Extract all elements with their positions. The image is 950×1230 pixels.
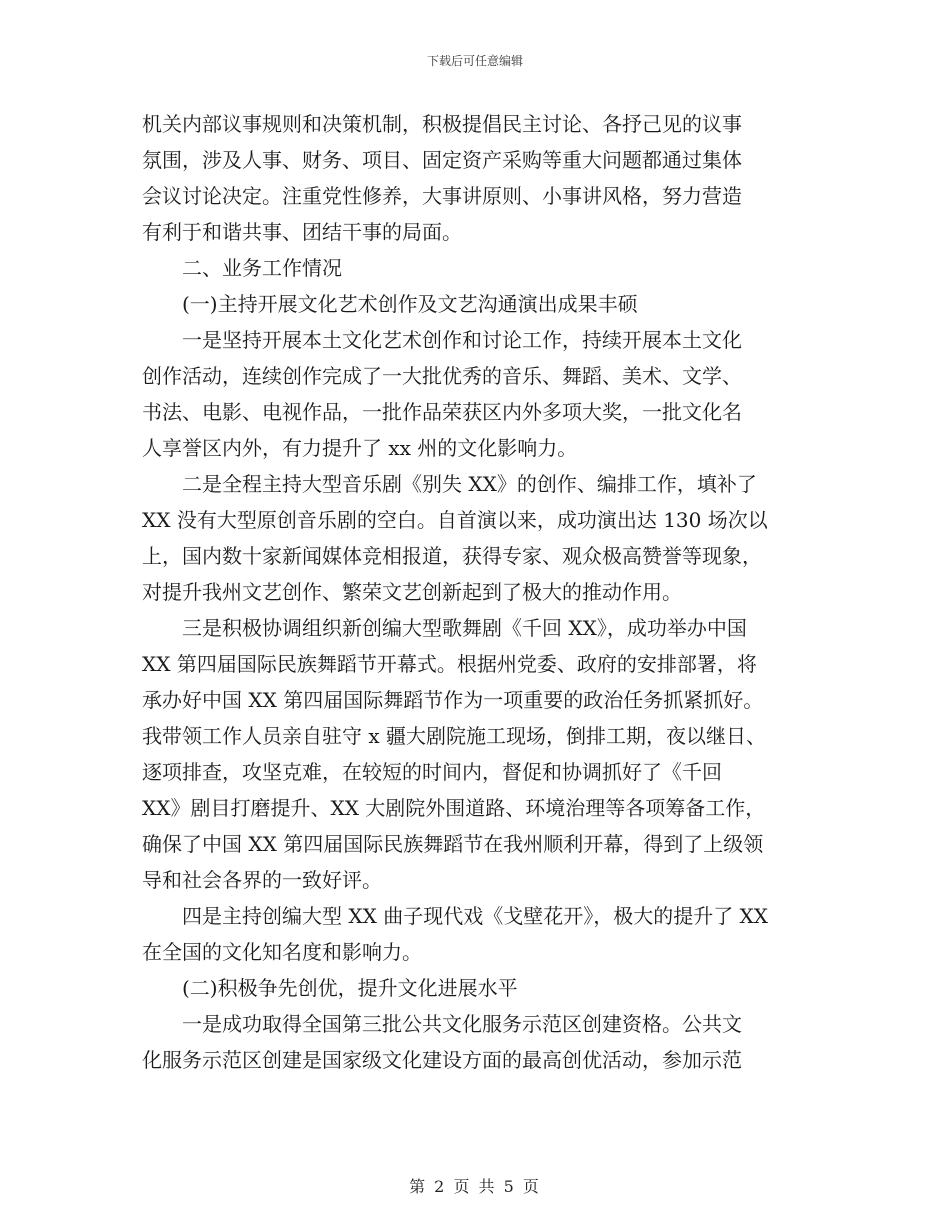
text-line: 在全国的文化知名度和影响力。 [142, 940, 422, 964]
text-line: 人享誉区内外，有力提升了 xx 州的文化影响力。 [142, 436, 578, 460]
text-line: XX 第四届国际民族舞蹈节开幕式。根据州党委、政府的安排部署，将 [142, 652, 757, 676]
text-line: 氛围，涉及人事、财务、项目、固定资产采购等重大问题都通过集体 [142, 148, 742, 172]
text-line: 一是成功取得全国第三批公共文化服务示范区创建资格。公共文 [142, 1012, 742, 1036]
text-line: 会议讨论决定。注重党性修养，大事讲原则、小事讲风格，努力营造 [142, 184, 742, 208]
text-line: 二是全程主持大型音乐剧《别失 XX》的创作、编排工作，填补了 [142, 472, 757, 496]
text-line: XX》剧目打磨提升、XX 大剧院外围道路、环境治理等各项筹备工作， [142, 796, 766, 820]
text-line: 有利于和谐共事、团结干事的局面。 [142, 220, 462, 244]
text-line: 上，国内数十家新闻媒体竞相报道，获得专家、观众极高赞誉等现象， [142, 544, 762, 568]
text-line: 承办好中国 XX 第四届国际舞蹈节作为一项重要的政治任务抓紧抓好。 [142, 688, 764, 712]
text-line: (二)积极争先创优，提升文化进展水平 [142, 976, 518, 1000]
text-line: 导和社会各界的一致好评。 [142, 868, 382, 892]
text-line: 确保了中国 XX 第四届国际民族舞蹈节在我州顺利开幕，得到了上级领 [142, 832, 764, 856]
text-line: 创作活动，连续创作完成了一大批优秀的音乐、舞蹈、美术、文学、 [142, 364, 742, 388]
text-line: 二、业务工作情况 [142, 256, 342, 280]
text-line: 逐项排查，攻坚克难，在较短的时间内，督促和协调抓好了《千回 [142, 760, 722, 784]
text-line: 机关内部议事规则和决策机制，积极提倡民主讨论、各抒己见的议事 [142, 112, 742, 136]
text-line: XX 没有大型原创音乐剧的空白。自首演以来，成功演出达 130 场次以 [142, 508, 768, 532]
text-line: 四是主持创编大型 XX 曲子现代戏《戈壁花开》，极大的提升了 XX [142, 904, 769, 928]
text-line: 三是积极协调组织新创编大型歌舞剧《千回 XX》，成功举办中国 [142, 616, 747, 640]
text-line: 书法、电影、电视作品，一批作品荣获区内外多项大奖，一批文化名 [142, 400, 742, 424]
page-footer: 第 2 页 共 5 页 [409, 1177, 541, 1196]
page-header: 下载后可任意编辑 [426, 54, 523, 68]
text-line: 一是坚持开展本土文化艺术创作和讨论工作，持续开展本土文化 [142, 328, 742, 352]
text-line: 化服务示范区创建是国家级文化建设方面的最高创优活动，参加示范 [142, 1048, 742, 1072]
document-body [142, 106, 810, 1078]
text-line: 对提升我州文艺创作、繁荣文艺创新起到了极大的推动作用。 [142, 580, 682, 604]
text-line: (一)主持开展文化艺术创作及文艺沟通演出成果丰硕 [142, 292, 638, 316]
text-line: 我带领工作人员亲自驻守 x 疆大剧院施工现场，倒排工期，夜以继日、 [142, 724, 766, 748]
